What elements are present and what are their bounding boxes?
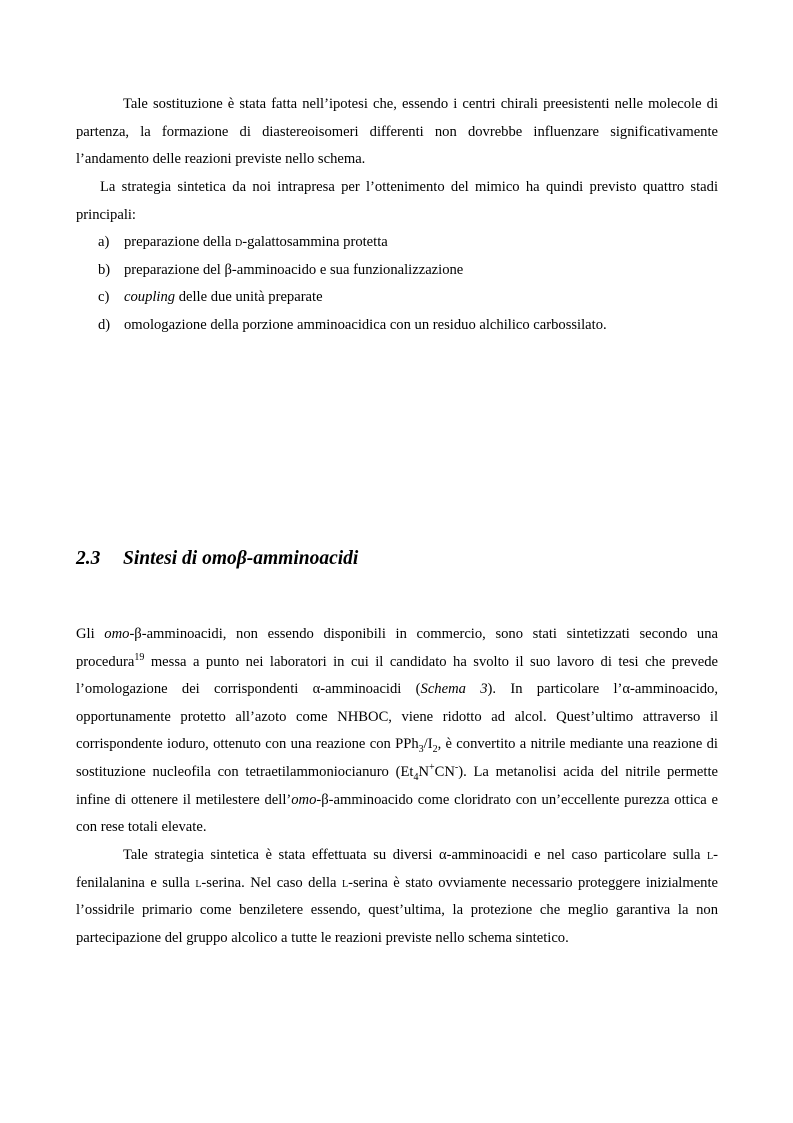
text-run: -serina è stato ovviamente necessario proteggere inizialmente l’ossidrile primario come benziletere essendo, quest’ultima, la protezione che meglio garantiva la non partecipazione del gruppo alcolico a tutte le reazioni previste nello schema sintetico. xyxy=(76,874,719,946)
footnote-reference: 19 xyxy=(134,651,145,663)
text-run: -serina. Nel caso della xyxy=(201,874,342,891)
text-run: CN xyxy=(434,763,455,780)
list-marker: c) xyxy=(98,289,110,306)
list-text: -galattosammina protetta xyxy=(242,234,388,250)
paragraph-synthesis xyxy=(76,621,718,842)
italic-term: omo xyxy=(291,791,317,808)
section-number: 2.3 xyxy=(76,548,101,569)
text-run: messa a punto nei laboratori in cui il candidato ha svolto il suo lavoro di tesi che prevede l’omologazione dei corrispondenti α-amminoacidi ( xyxy=(76,653,718,698)
italic-term: Schema 3 xyxy=(420,681,488,698)
section-title: Sintesi di omoβ-amminoacidi xyxy=(123,548,359,569)
text-run: Gli xyxy=(76,626,105,642)
text-run: , è convertito a nitrile mediante una reazione di sostituzione nucleofila con tetraetilammoniocianuro (Et xyxy=(76,736,718,780)
subscript: 4 xyxy=(413,771,419,783)
paragraph-intro xyxy=(76,91,718,174)
list-text: omologazione della porzione amminoacidica con un residuo alchilico carbossilato. xyxy=(124,316,607,333)
text-run: -β-amminoacidi, non essendo disponibili in commercio, sono stati sintetizzati secondo una procedura xyxy=(76,626,719,670)
italic-term: coupling xyxy=(124,289,176,306)
list-marker: d) xyxy=(98,316,111,333)
text-run: ). La metanolisi acida del nitrile permette infine di ottenere il metilestere dell’ xyxy=(76,763,718,808)
subscript: 3 xyxy=(418,744,424,756)
list-item xyxy=(98,229,718,257)
subscript: 2 xyxy=(432,744,438,756)
text-run: Tale strategia sintetica è stata effettuata su diversi α-amminoacidi e nel caso particolare sulla xyxy=(123,847,708,863)
paragraph-text: Tale sostituzione è stata fatta nell’ipotesi che, essendo i centri chirali preesistenti nelle molecole di partenza, la formazione di diastereoisomeri differenti non dovrebbe influenzare significativamente l’andamento delle reazioni previste nello schema. xyxy=(76,96,718,168)
text-run: /I xyxy=(423,736,433,753)
list-item xyxy=(98,284,718,312)
small-caps-prefix: d xyxy=(235,234,243,250)
list-marker: a) xyxy=(98,234,110,250)
text-run: ). In particolare l’α-amminoacido, opportunamente protetto all’azoto come NHBOC, viene ridotto ad alcol. Quest’ultimo attraverso il corrispondente ioduro, ottenuto con una reazione con PPh xyxy=(76,681,718,753)
paragraph-application xyxy=(76,842,718,952)
text-run: -β-amminoacido come cloridrato con un’eccellente purezza ottica e con rese totali elevate. xyxy=(76,791,718,836)
superscript: - xyxy=(454,762,459,774)
paragraph-strategy xyxy=(76,174,718,229)
list-item xyxy=(98,312,718,340)
small-caps-prefix: l xyxy=(195,874,202,891)
paragraph-text: La strategia sintetica da noi intrapresa per l’ottenimento del mimico ha quindi previsto quattro stadi principali: xyxy=(76,179,718,223)
list-text: preparazione del β-amminoacido e sua funzionalizzazione xyxy=(124,261,464,278)
italic-term: omo xyxy=(104,626,130,642)
small-caps-prefix: l xyxy=(342,874,349,891)
list-marker: b) xyxy=(98,261,111,278)
section-heading xyxy=(76,548,358,570)
stages-list xyxy=(98,229,718,339)
superscript: + xyxy=(428,762,435,774)
list-text: delle due unità preparate xyxy=(175,289,323,306)
list-item xyxy=(98,257,718,285)
text-run: N xyxy=(418,763,429,780)
text-run: -fenilalanina e sulla xyxy=(76,847,718,891)
small-caps-prefix: l xyxy=(707,847,714,863)
list-text: preparazione della xyxy=(124,234,236,250)
